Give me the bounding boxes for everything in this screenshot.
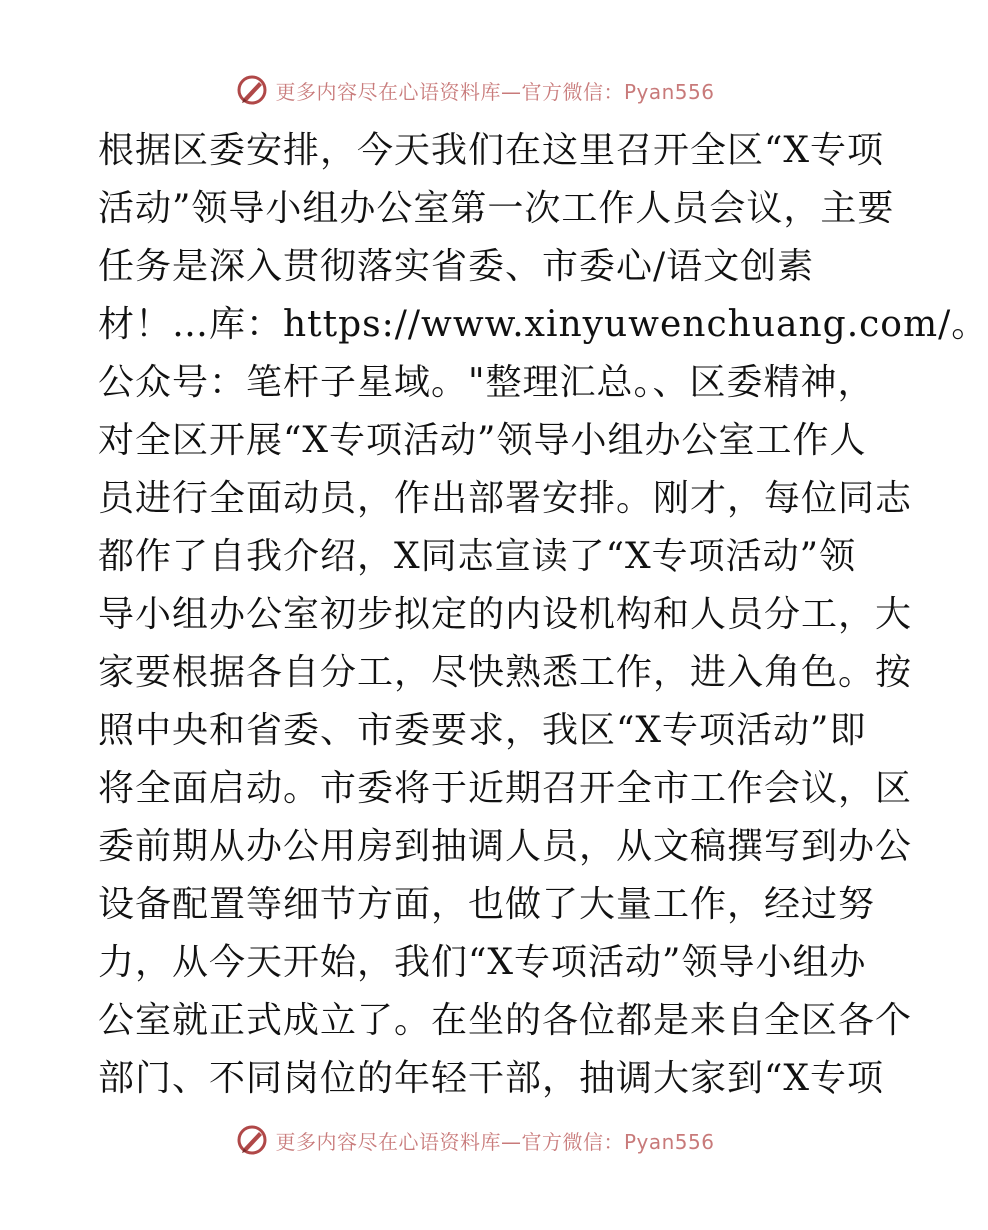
paragraph-line: 材！…库：https://www.xinyuwenchuang.com/。 [98,304,988,345]
watermark-text: 更多内容尽在心语资料库—官方微信：Pyan556 [275,1129,715,1154]
paragraph-line: 委前期从办公用房到抽调人员，从文稿撰写到办公 [98,826,913,867]
paragraph-line: 照中央和省委、市委要求，我区“X专项活动”即 [98,710,867,751]
paragraph-line: 员进行全面动员，作出部署安排。刚才，每位同志 [98,478,913,519]
header-watermark [0,70,950,110]
watermark-text: 更多内容尽在心语资料库—官方微信：Pyan556 [275,79,715,104]
paragraph-line: 都作了自我介绍，X同志宣读了“X专项活动”领 [98,536,857,577]
paragraph-line: 公室就正式成立了。在坐的各位都是来自全区各个 [98,1000,913,1041]
pen-in-circle-logo-icon [235,73,269,107]
paragraph-line: 根据区委安排，今天我们在这里召开全区“X专项 [98,130,885,171]
pen-in-circle-logo-icon [235,1123,269,1157]
document-body [98,122,988,1108]
footer-watermark [0,1120,950,1160]
paragraph-line: 公众号：笔杆子星域。"整理汇总。、区委精神， [98,362,875,403]
paragraph-line: 对全区开展“X专项活动”领导小组办公室工作人 [98,420,867,461]
paragraph-line: 导小组办公室初步拟定的内设机构和人员分工，大 [98,594,913,635]
paragraph-line: 将全面启动。市委将于近期召开全市工作会议，区 [98,768,913,809]
paragraph-line: 家要根据各自分工，尽快熟悉工作，进入角色。按 [98,652,913,693]
paragraph-line: 设备配置等细节方面，也做了大量工作，经过努 [98,884,876,925]
paragraph-line: 任务是深入贯彻落实省委、市委心/语文创素 [98,246,815,287]
paragraph-line: 部门、不同岗位的年轻干部，抽调大家到“X专项 [98,1058,885,1099]
paragraph-line: 活动”领导小组办公室第一次工作人员会议，主要 [98,188,895,229]
paragraph-line: 力，从今天开始，我们“X专项活动”领导小组办 [98,942,867,983]
